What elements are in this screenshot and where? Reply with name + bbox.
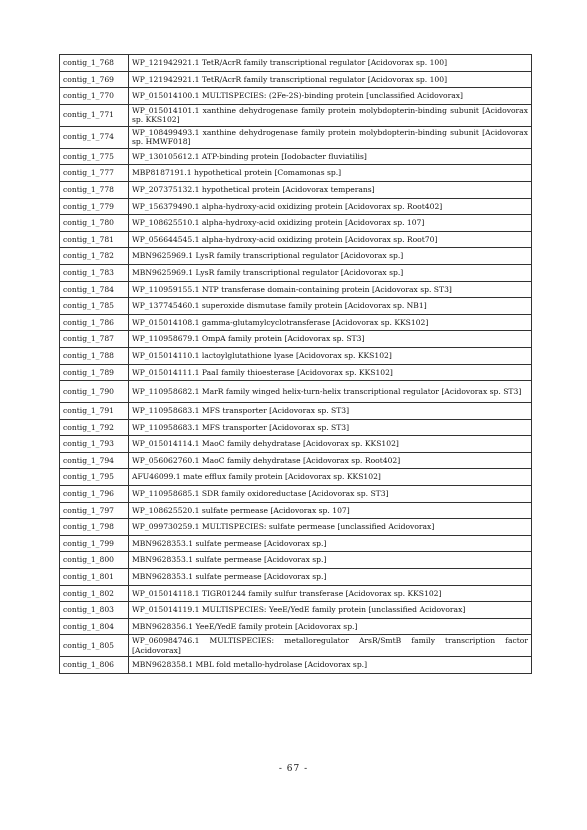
protein-description-cell: WP_108625510.1 alpha-hydroxy-acid oxidizing protein [Acidovorax sp. 107] [129,215,532,232]
table-row [60,452,532,469]
table-row [60,602,532,619]
table-row [60,657,532,674]
protein-description-cell: WP_108499493.1 xanthine dehydrogenase family protein molybdopterin-binding subunit [Acidovorax sp. HMWF018] [129,126,532,148]
table-row [60,364,532,381]
contig-id-cell: contig_1_788 [60,347,129,364]
table-row [60,88,532,105]
table-row [60,71,532,88]
contig-id-cell: contig_1_781 [60,231,129,248]
contig-id-cell: contig_1_795 [60,469,129,486]
protein-description-cell: WP_060984746.1 MULTISPECIES: metalloregulator ArsR/SmtB family transcription factor [Acidovorax] [129,635,532,657]
protein-description-cell: MBN9628356.1 YeeE/YedE family protein [Acidovorax sp.] [129,618,532,635]
protein-description-cell: WP_015014100.1 MULTISPECIES: (2Fe-2S)-binding protein [unclassified Acidovorax] [129,88,532,105]
contig-id-cell: contig_1_801 [60,569,129,586]
table-row [60,552,532,569]
table-row [60,381,532,403]
table-row [60,298,532,315]
contig-id-cell: contig_1_800 [60,552,129,569]
contig-id-cell: contig_1_791 [60,403,129,420]
protein-description-cell: AFU46099.1 mate efflux family protein [Acidovorax sp. KKS102] [129,469,532,486]
protein-description-cell: MBN9625969.1 LysR family transcriptional regulator [Acidovorax sp.] [129,248,532,265]
table-row [60,618,532,635]
table-row [60,104,532,126]
table-row [60,585,532,602]
contig-id-cell: contig_1_799 [60,535,129,552]
table-row [60,486,532,503]
annotation-table [59,54,532,674]
table-row [60,148,532,165]
contig-id-cell: contig_1_783 [60,264,129,281]
protein-description-cell: WP_110959155.1 NTP transferase domain-containing protein [Acidovorax sp. ST3] [129,281,532,298]
table-row [60,264,532,281]
protein-description-cell: WP_207375132.1 hypothetical protein [Acidovorax temperans] [129,181,532,198]
table-row [60,314,532,331]
table-row [60,198,532,215]
contig-id-cell: contig_1_771 [60,104,129,126]
contig-id-cell: contig_1_780 [60,215,129,232]
contig-id-cell: contig_1_792 [60,419,129,436]
contig-id-cell: contig_1_803 [60,602,129,619]
contig-id-cell: contig_1_790 [60,381,129,403]
table-row [60,165,532,182]
table-row [60,403,532,420]
contig-id-cell: contig_1_787 [60,331,129,348]
protein-description-cell: WP_130105612.1 ATP-binding protein [Iodobacter fluviatilis] [129,148,532,165]
table-row [60,419,532,436]
annotation-table-container [59,54,532,674]
table-row [60,469,532,486]
protein-description-cell: WP_015014111.1 PaaI family thioesterase [Acidovorax sp. KKS102] [129,364,532,381]
contig-id-cell: contig_1_794 [60,452,129,469]
protein-description-cell: MBP8187191.1 hypothetical protein [Comamonas sp.] [129,165,532,182]
protein-description-cell: MBN9628358.1 MBL fold metallo-hydrolase [Acidovorax sp.] [129,657,532,674]
table-row [60,55,532,72]
contig-id-cell: contig_1_804 [60,618,129,635]
protein-description-cell: WP_110958683.1 MFS transporter [Acidovorax sp. ST3] [129,403,532,420]
protein-description-cell: WP_015014110.1 lactoylglutathione lyase [Acidovorax sp. KKS102] [129,347,532,364]
contig-id-cell: contig_1_805 [60,635,129,657]
contig-id-cell: contig_1_796 [60,486,129,503]
contig-id-cell: contig_1_806 [60,657,129,674]
annotation-table-body [60,55,532,674]
protein-description-cell: WP_121942921.1 TetR/AcrR family transcriptional regulator [Acidovorax sp. 100] [129,55,532,72]
protein-description-cell: WP_015014119.1 MULTISPECIES: YeeE/YedE family protein [unclassified Acidovorax] [129,602,532,619]
protein-description-cell: WP_110958682.1 MarR family winged helix-turn-helix transcriptional regulator [Acidovorax sp. ST3] [129,381,532,403]
protein-description-cell: WP_121942921.1 TetR/AcrR family transcriptional regulator [Acidovorax sp. 100] [129,71,532,88]
protein-description-cell: WP_137745460.1 superoxide dismutase family protein [Acidovorax sp. NB1] [129,298,532,315]
contig-id-cell: contig_1_768 [60,55,129,72]
protein-description-cell: MBN9625969.1 LysR family transcriptional regulator [Acidovorax sp.] [129,264,532,281]
contig-id-cell: contig_1_785 [60,298,129,315]
protein-description-cell: WP_056644545.1 alpha-hydroxy-acid oxidizing protein [Acidovorax sp. Root70] [129,231,532,248]
contig-id-cell: contig_1_789 [60,364,129,381]
contig-id-cell: contig_1_775 [60,148,129,165]
table-row [60,231,532,248]
protein-description-cell: WP_110958683.1 MFS transporter [Acidovorax sp. ST3] [129,419,532,436]
table-row [60,535,532,552]
contig-id-cell: contig_1_802 [60,585,129,602]
protein-description-cell: WP_156379490.1 alpha-hydroxy-acid oxidizing protein [Acidovorax sp. Root402] [129,198,532,215]
protein-description-cell: WP_015014114.1 MaoC family dehydratase [Acidovorax sp. KKS102] [129,436,532,453]
page-number: - 67 - [278,764,309,774]
protein-description-cell: MBN9628353.1 sulfate permease [Acidovorax sp.] [129,569,532,586]
table-row [60,569,532,586]
protein-description-cell: MBN9628353.1 sulfate permease [Acidovorax sp.] [129,552,532,569]
protein-description-cell: WP_108625520.1 sulfate permease [Acidovorax sp. 107] [129,502,532,519]
contig-id-cell: contig_1_797 [60,502,129,519]
contig-id-cell: contig_1_777 [60,165,129,182]
contig-id-cell: contig_1_774 [60,126,129,148]
protein-description-cell: WP_015014118.1 TIGR01244 family sulfur transferase [Acidovorax sp. KKS102] [129,585,532,602]
table-row [60,502,532,519]
contig-id-cell: contig_1_784 [60,281,129,298]
contig-id-cell: contig_1_770 [60,88,129,105]
contig-id-cell: contig_1_782 [60,248,129,265]
table-row [60,331,532,348]
table-row [60,281,532,298]
table-row [60,519,532,536]
table-row [60,215,532,232]
table-row [60,248,532,265]
contig-id-cell: contig_1_769 [60,71,129,88]
contig-id-cell: contig_1_778 [60,181,129,198]
table-row [60,347,532,364]
protein-description-cell: WP_015014101.1 xanthine dehydrogenase family protein molybdopterin-binding subunit [Acidovorax sp. KKS102] [129,104,532,126]
contig-id-cell: contig_1_798 [60,519,129,536]
protein-description-cell: WP_110958685.1 SDR family oxidoreductase [Acidovorax sp. ST3] [129,486,532,503]
contig-id-cell: contig_1_779 [60,198,129,215]
protein-description-cell: WP_015014108.1 gamma-glutamylcyclotransferase [Acidovorax sp. KKS102] [129,314,532,331]
protein-description-cell: WP_056062760.1 MaoC family dehydratase [Acidovorax sp. Root402] [129,452,532,469]
contig-id-cell: contig_1_786 [60,314,129,331]
table-row [60,635,532,657]
protein-description-cell: WP_110958679.1 OmpA family protein [Acidovorax sp. ST3] [129,331,532,348]
contig-id-cell: contig_1_793 [60,436,129,453]
table-row [60,126,532,148]
protein-description-cell: WP_099730259.1 MULTISPECIES: sulfate permease [unclassified Acidovorax] [129,519,532,536]
table-row [60,436,532,453]
protein-description-cell: MBN9628353.1 sulfate permease [Acidovorax sp.] [129,535,532,552]
table-row [60,181,532,198]
